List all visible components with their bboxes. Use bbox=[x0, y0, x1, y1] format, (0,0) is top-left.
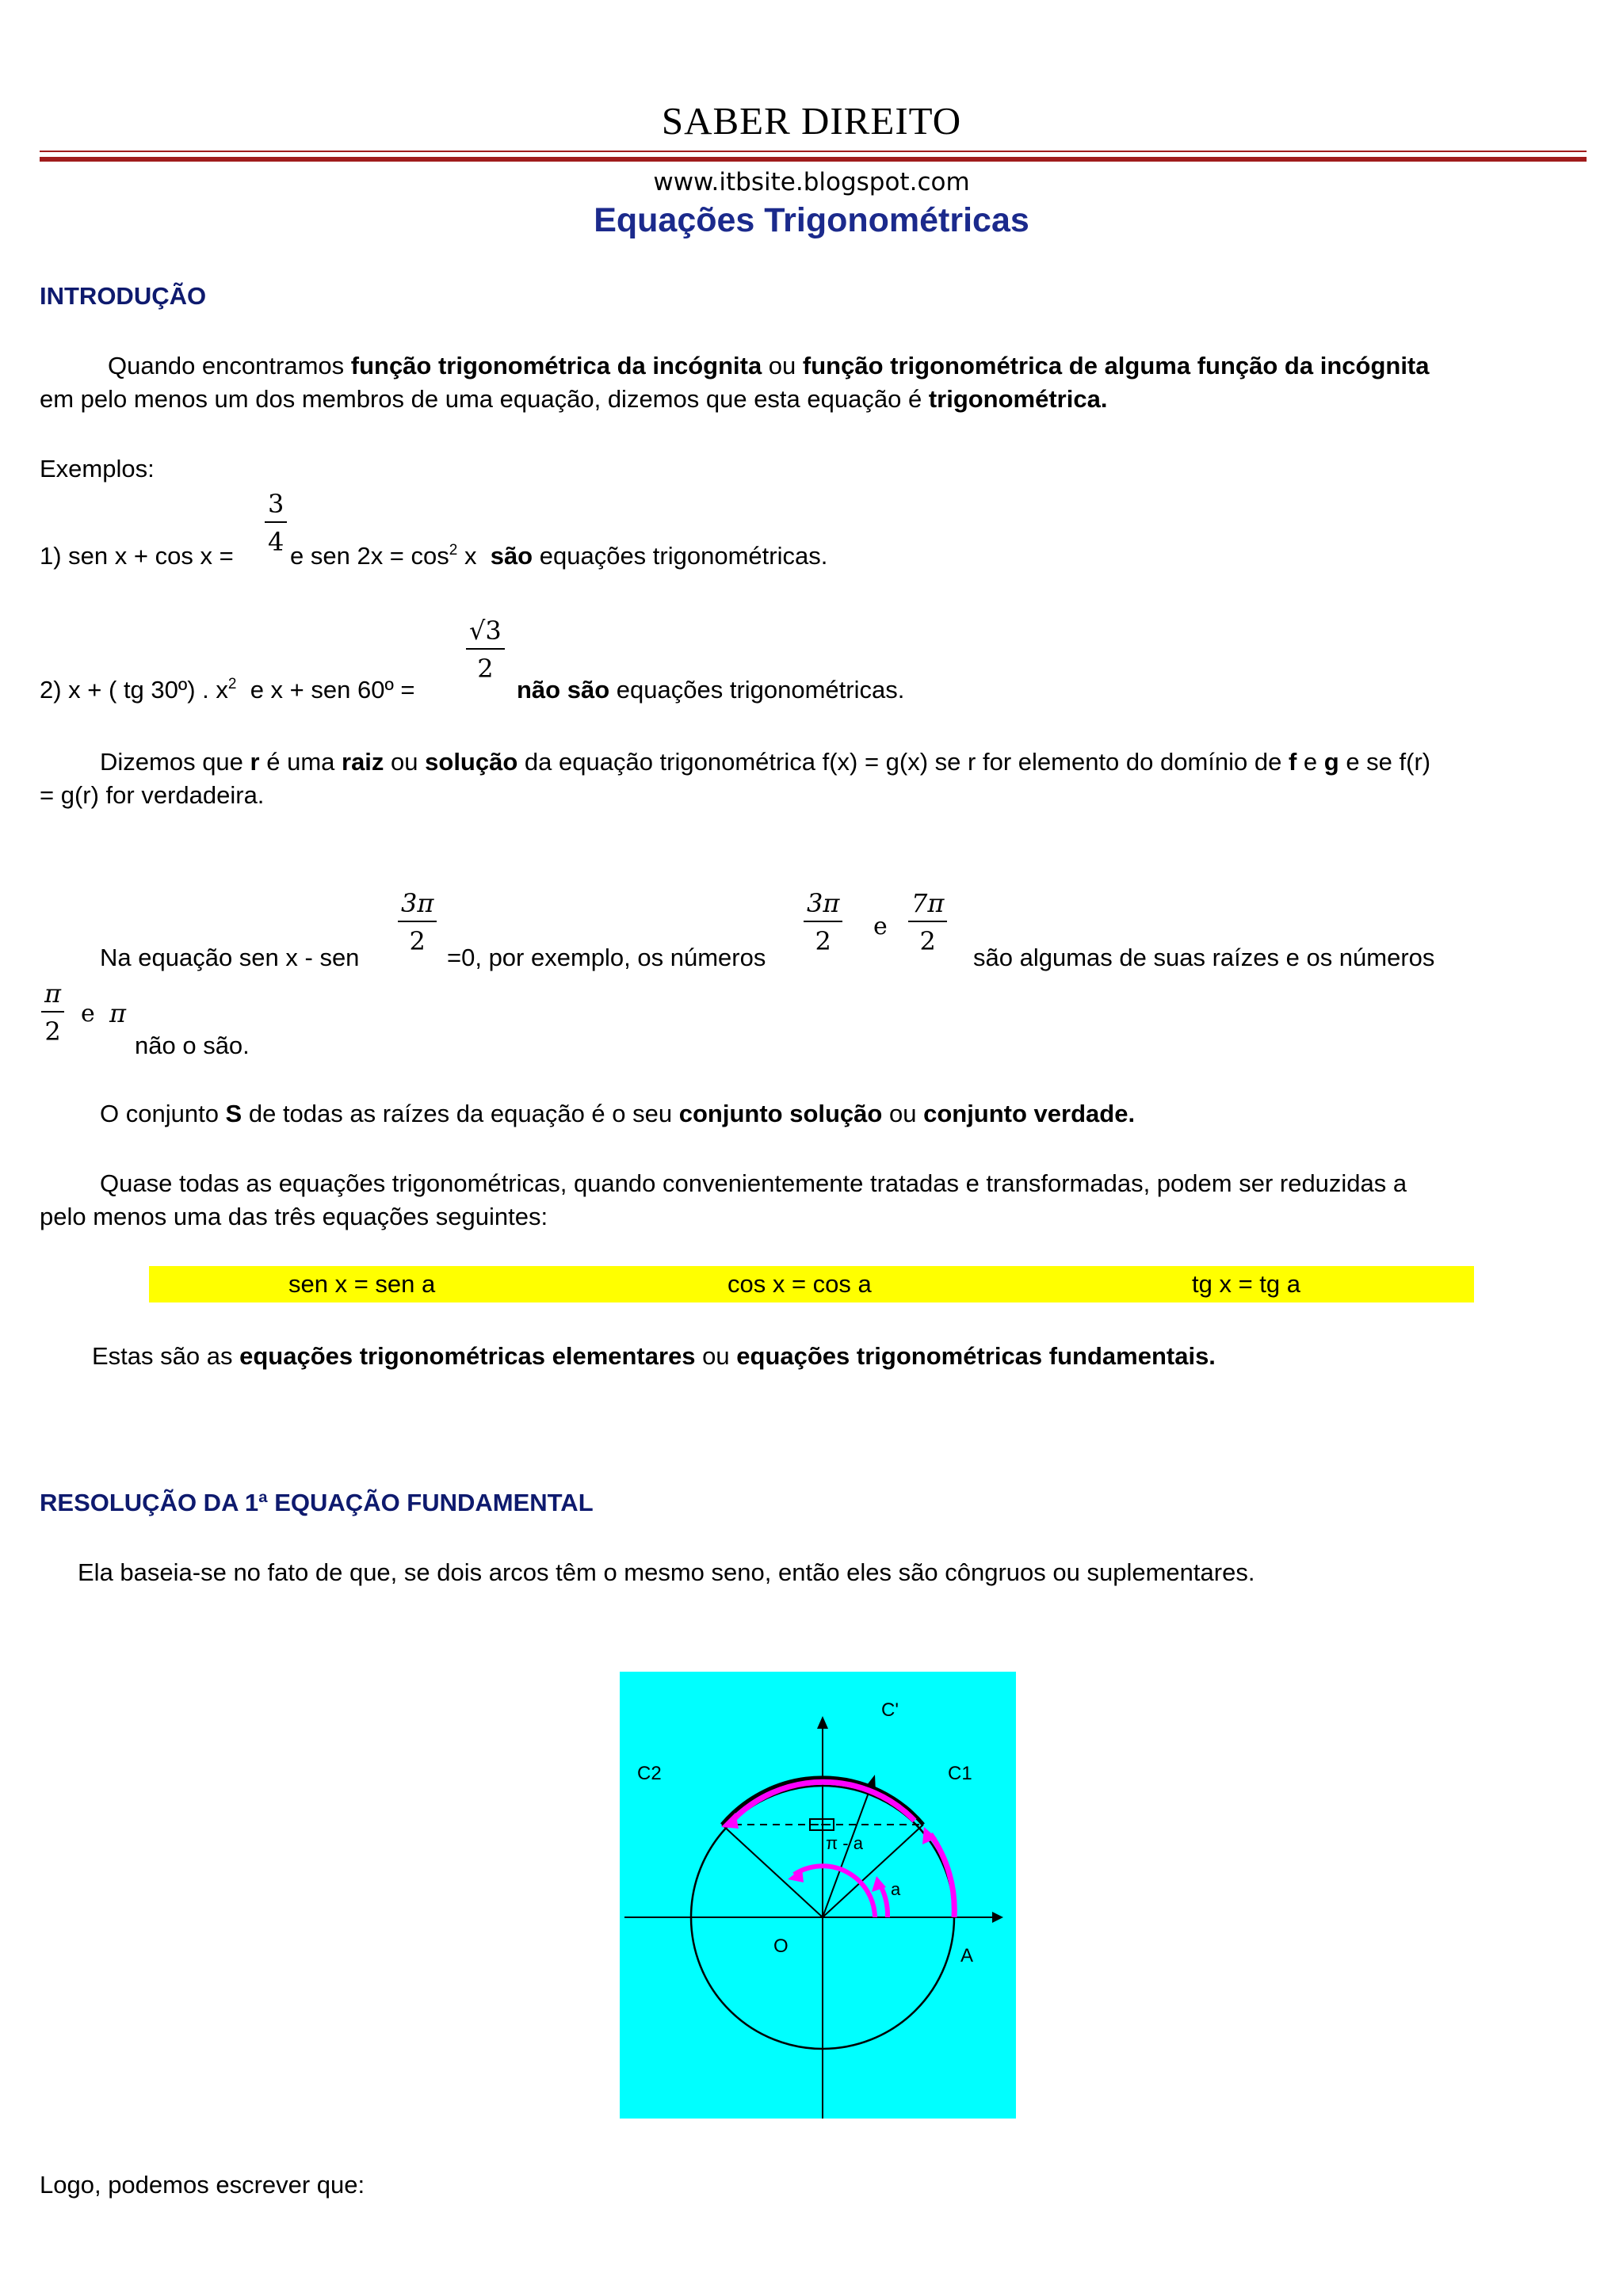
pi-symbol: π bbox=[109, 998, 127, 1028]
text: ou bbox=[762, 352, 803, 379]
text: e se f(r) bbox=[1338, 748, 1431, 776]
fraction-bar bbox=[265, 521, 287, 523]
text: e bbox=[1296, 748, 1324, 776]
intro-paragraph-line1 bbox=[108, 352, 1430, 380]
label-pi-minus-a: π - a bbox=[826, 1833, 863, 1853]
fraction-bar bbox=[908, 921, 947, 922]
text: em pelo menos um dos membros de uma equação, dizemos que esta equação é bbox=[40, 385, 929, 413]
text: e x + sen 60º = bbox=[243, 676, 415, 704]
section-heading-resolution: RESOLUÇÃO DA 1ª EQUAÇÃO FUNDAMENTAL bbox=[40, 1489, 594, 1516]
fraction-3-4 bbox=[265, 491, 287, 555]
fraction-bar bbox=[398, 921, 437, 922]
superscript: 2 bbox=[227, 676, 237, 692]
example-2 bbox=[40, 676, 415, 704]
numerator: 3 bbox=[268, 489, 285, 519]
equation-sen: sen x = sen a bbox=[288, 1270, 436, 1298]
equation-cos: cos x = cos a bbox=[727, 1270, 872, 1298]
equation-example-text2: =0, por exemplo, os números bbox=[447, 944, 766, 971]
bold-text: S bbox=[225, 1100, 242, 1127]
fraction-3pi-2-b bbox=[804, 888, 842, 956]
bold-text: não são bbox=[517, 676, 610, 704]
text: ou bbox=[695, 1342, 737, 1370]
bold-text: raiz bbox=[342, 748, 384, 776]
denominator: 2 bbox=[919, 926, 936, 956]
elementary-equations-paragraph bbox=[92, 1342, 1216, 1371]
label-point-a: A bbox=[960, 1945, 974, 1966]
text: Dizemos que bbox=[100, 748, 250, 776]
label-c2: C2 bbox=[637, 1763, 662, 1784]
header-rule-thin bbox=[40, 151, 1587, 152]
denominator: 4 bbox=[268, 527, 285, 557]
numerator: 3π bbox=[401, 888, 434, 918]
site-title: SABER DIREITO bbox=[661, 99, 962, 143]
numerator: √3 bbox=[469, 616, 502, 646]
bold-text: g bbox=[1323, 748, 1339, 776]
reduction-paragraph-line1: Quase todas as equações trigonométricas, quando convenientemente tratadas e transformadas, podem ser reduzidas a bbox=[100, 1169, 1407, 1197]
denominator: 2 bbox=[477, 654, 494, 684]
equation-tg: tg x = tg a bbox=[1192, 1270, 1301, 1298]
fraction-sqrt3-2 bbox=[466, 616, 505, 684]
bold-text: equações trigonométricas elementares bbox=[239, 1342, 696, 1370]
conjunction-e: e bbox=[81, 1000, 95, 1028]
denominator: 2 bbox=[815, 926, 831, 956]
root-definition-line2: = g(r) for verdadeira. bbox=[40, 781, 265, 809]
figure-background bbox=[620, 1672, 1016, 2119]
numerator: 7π bbox=[911, 888, 945, 918]
fraction-3pi-2-a bbox=[398, 888, 437, 956]
fraction-bar bbox=[804, 921, 842, 922]
equation-example-text3: são algumas de suas raízes e os números bbox=[973, 944, 1435, 971]
text: equações trigonométricas. bbox=[533, 542, 828, 570]
text: equações trigonométricas. bbox=[609, 676, 905, 704]
label-c-prime: C' bbox=[881, 1699, 899, 1721]
bold-text: são bbox=[490, 542, 533, 570]
site-url[interactable]: www.itbsite.blogspot.com bbox=[653, 168, 970, 196]
text: Quando encontramos bbox=[108, 352, 351, 379]
text: ou bbox=[882, 1100, 924, 1127]
text: e sen 2x = cos bbox=[290, 542, 449, 570]
bold-text: conjunto solução bbox=[678, 1100, 883, 1127]
superscript: 2 bbox=[449, 542, 458, 559]
example-1 bbox=[40, 542, 234, 570]
intro-paragraph-line2 bbox=[40, 385, 1107, 414]
resolution-paragraph: Ela baseia-se no fato de que, se dois arcos têm o mesmo seno, então eles são côngruos ou suplementares. bbox=[78, 1558, 1255, 1586]
label-angle-a: a bbox=[891, 1879, 901, 1899]
text: x bbox=[457, 542, 484, 570]
text: 1) sen x + cos x = bbox=[40, 542, 234, 570]
examples-label: Exemplos: bbox=[40, 455, 155, 482]
equation-example-text1: Na equação sen x - sen bbox=[100, 944, 360, 971]
root-definition-line1 bbox=[100, 748, 1430, 776]
page-title: Equações Trigonométricas bbox=[594, 201, 1029, 239]
example-1-rest bbox=[290, 542, 827, 570]
fundamental-equations-box bbox=[149, 1266, 1474, 1302]
bold-text: função trigonométrica de alguma função da incógnita bbox=[802, 352, 1430, 379]
label-c1: C1 bbox=[948, 1763, 972, 1784]
solution-set-paragraph bbox=[100, 1100, 1135, 1128]
text: Estas são as bbox=[92, 1342, 240, 1370]
bold-text: função trigonométrica da incógnita bbox=[350, 352, 762, 379]
text: é uma bbox=[259, 748, 342, 776]
bold-text: solução bbox=[425, 748, 518, 776]
trig-circle-figure bbox=[620, 1672, 1016, 2119]
closing-line: Logo, podemos escrever que: bbox=[40, 2171, 365, 2199]
bold-text: r bbox=[250, 748, 260, 776]
example-2-rest bbox=[517, 676, 904, 704]
fraction-pi-2 bbox=[41, 978, 64, 1047]
bold-text: trigonométrica. bbox=[928, 385, 1108, 413]
text: ou bbox=[384, 748, 426, 776]
equation-example-text4: não o são. bbox=[135, 1032, 250, 1059]
section-heading-intro: INTRODUÇÃO bbox=[40, 282, 207, 310]
text: O conjunto bbox=[100, 1100, 226, 1127]
reduction-paragraph-line2: pelo menos uma das três equações seguintes: bbox=[40, 1203, 548, 1230]
conjunction-e: e bbox=[873, 913, 888, 940]
fraction-bar bbox=[466, 648, 505, 650]
denominator: 2 bbox=[44, 1016, 61, 1047]
numerator: 3π bbox=[807, 888, 840, 918]
denominator: 2 bbox=[409, 926, 426, 956]
label-origin: O bbox=[773, 1936, 789, 1957]
fraction-bar bbox=[41, 1011, 64, 1013]
bold-text: equações trigonométricas fundamentais. bbox=[736, 1342, 1216, 1370]
bold-text: conjunto verdade. bbox=[923, 1100, 1136, 1127]
text: da equação trigonométrica f(x) = g(x) se r for elemento do domínio de bbox=[517, 748, 1289, 776]
bold-text: f bbox=[1288, 748, 1297, 776]
fraction-7pi-2 bbox=[908, 888, 947, 956]
numerator: π bbox=[44, 978, 62, 1009]
header-rule-thick bbox=[40, 157, 1587, 162]
text: de todas as raízes da equação é o seu bbox=[242, 1100, 679, 1127]
text: 2) x + ( tg 30º) . x bbox=[40, 676, 228, 704]
